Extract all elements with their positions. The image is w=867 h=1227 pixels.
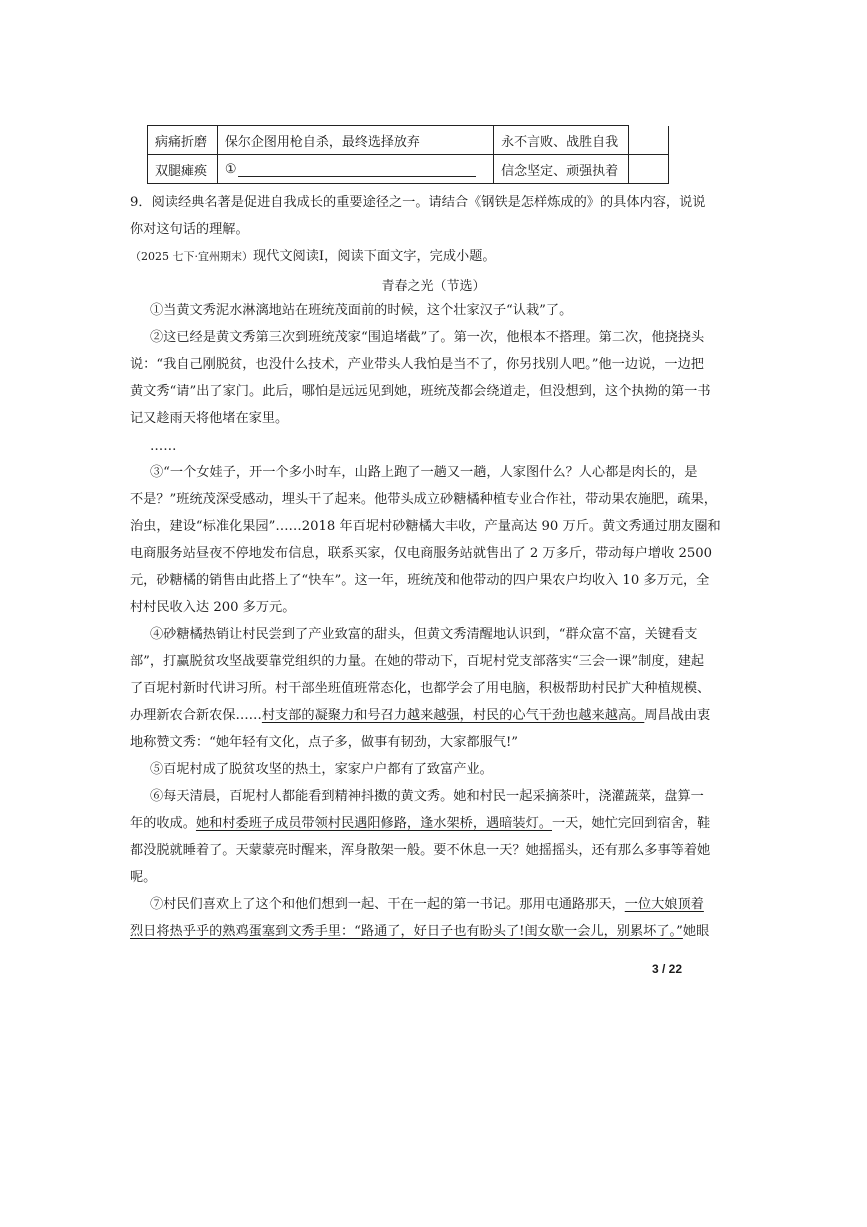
- table-row: [148, 155, 669, 184]
- paragraph-line: 黄文秀“请”出了家门。此后，哪怕是远远见到她，班统茂都会绕道走，但没想到，这个执拗的第一书: [130, 384, 711, 399]
- table-cell-empty: [629, 155, 669, 184]
- underlined-sentence: 村支部的凝聚力和号召力越来越强，村民的心气干劲也越来越高。: [261, 708, 645, 723]
- answer-blank-cell: [217, 155, 493, 184]
- paragraph-line: 记又趁雨天将他堵在家里。: [130, 411, 289, 426]
- paragraph-line: [130, 706, 711, 726]
- table-cell: 永不言败、战胜自我: [494, 126, 629, 155]
- paragraph-line: 电商服务站昼夜不停地发布信息，联系买家，仅电商服务站就售出了 2 万多斤，带动每户增收 2500: [130, 546, 713, 561]
- paragraph-line: 村村民收入达 200 多万元。: [130, 600, 296, 615]
- text-span: 周昌战由衷: [644, 708, 711, 723]
- text-span: 一天，她忙完回到宿舍，鞋: [552, 816, 711, 831]
- text-span: 年的收成。: [130, 816, 196, 831]
- underlined-sentence: 烈日将热乎乎的熟鸡蛋塞到文秀手里：“路通了，好日子也有盼头了!闺女歇一会儿，别累坏了。”: [130, 924, 683, 939]
- paragraph-line: ⑥每天清晨，百坭村人都能看到精神抖擞的黄文秀。她和村民一起采摘茶叶，浇灌蔬菜，盘算一: [150, 789, 704, 804]
- question-9-line: 你对这句话的理解。: [130, 222, 249, 237]
- paragraph-line: 不是？”班统茂深受感动，埋头干了起来。他带头成立砂糖橘种植专业合作社，带动果农施肥，疏果，: [130, 492, 717, 507]
- paragraph-line: 治虫，建设“标准化果园”……2018 年百坭村砂糖橘大丰收，产量高达 90 万斤。黄文秀通过朋友圈和: [130, 519, 721, 534]
- paragraph-line: [130, 922, 710, 942]
- paragraph-line: [150, 895, 710, 915]
- source-line: [130, 247, 690, 267]
- ellipsis-line: ……: [150, 439, 177, 454]
- table-row: [148, 126, 669, 155]
- paragraph-line: ①当黄文秀泥水淋漓地站在班统茂面前的时候，这个壮家汉子“认栽”了。: [150, 303, 573, 318]
- paragraph-line: 了百坭村新时代讲习所。村干部坐班值班常态化，也都学会了用电脑，积极帮助村民扩大种植规模、: [130, 681, 711, 696]
- underlined-sentence: 她和村委班子成员带领村民遇阳修路，逢水架桥，遇暗装灯。: [195, 816, 552, 831]
- blank-marker: ①: [224, 161, 237, 177]
- passage-title: 青春之光（节选）: [381, 279, 486, 294]
- paragraph-line: 说：“我自己刚脱贫，也没什么技术，产业带头人我怕是当不了，你另找别人吧。”他一边说，一边把: [130, 357, 704, 372]
- underlined-sentence: 一位大娘顶着: [624, 897, 704, 912]
- text-span: 办理新农合新农保……: [130, 708, 262, 723]
- paragraph-line: 部”，打赢脱贫攻坚战要靠党组织的力量。在她的带动下，百坭村党支部落实“三会一课”制度，建起: [130, 654, 705, 669]
- paragraph-line: 呢。: [130, 870, 157, 885]
- answer-blank-line: [238, 163, 476, 177]
- table-cell: 双腿瘫痪: [148, 155, 218, 184]
- table-cell: 信念坚定、顽强执着: [494, 155, 629, 184]
- paragraph-line: 元，砂糖橘的销售由此搭上了“快车”。这一年，班统茂和他带动的四户果农户均收入 10 多万元，全: [130, 573, 710, 588]
- text-span: 她眼: [682, 924, 710, 939]
- paragraph-line: ⑤百坭村成了脱贫攻坚的热土，家家户户都有了致富产业。: [150, 762, 493, 777]
- question-9-line: 9．阅读经典名著是促进自我成长的重要途径之一。请结合《钢铁是怎样炼成的》的具体内容，说说: [130, 195, 706, 210]
- text-span: ⑦村民们喜欢上了这个和他们想到一起、干在一起的第一书记。那用屯通路那天，: [150, 897, 625, 912]
- comparison-table: [147, 125, 669, 184]
- table-cell: 保尔企图用枪自杀，最终选择放弃: [217, 126, 493, 155]
- paragraph-line: 都没脱就睡着了。天蒙蒙亮时醒来，浑身散架一般。要不休息一天？她摇摇头，还有那么多事等着她: [130, 843, 711, 858]
- paragraph-line: 地称赞文秀：“她年轻有文化，点子多，做事有韧劲，大家都服气!”: [130, 735, 519, 750]
- table-cell-empty: [629, 126, 669, 155]
- source-text: 现代文阅读Ⅰ，阅读下面文字，完成小题。: [253, 249, 496, 264]
- source-tag: （2025 七下·宜州期末）: [130, 250, 253, 263]
- paragraph-line: ②这已经是黄文秀第三次到班统茂家“围追堵截”了。第一次，他根本不搭理。第二次，他挠挠头: [150, 330, 705, 345]
- paragraph-line: ④砂糖橘热销让村民尝到了产业致富的甜头，但黄文秀清醒地认识到，“群众富不富，关键看支: [150, 627, 698, 642]
- paragraph-line: [130, 814, 711, 834]
- paragraph-line: ③“一个女娃子，开一个多小时车，山路上跑了一趟又一趟，人家图什么？人心都是肉长的，是: [150, 465, 698, 480]
- page-number: 3 / 22: [652, 962, 683, 976]
- table-cell: 病痛折磨: [148, 126, 218, 155]
